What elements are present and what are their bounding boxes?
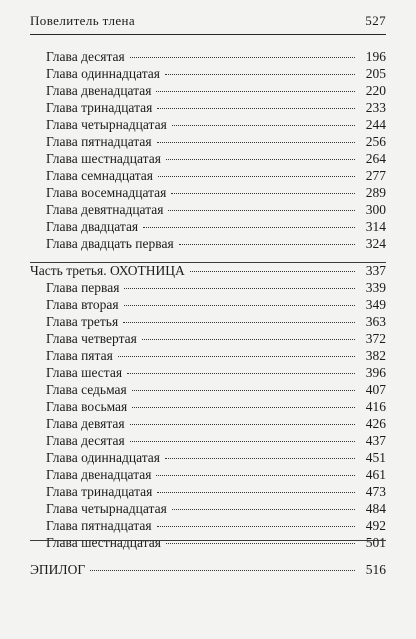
- leader-dots: [156, 475, 355, 476]
- toc-chapter-row: [30, 398, 386, 415]
- toc-page-number: 337: [365, 263, 386, 278]
- table-of-contents: [30, 48, 386, 578]
- leader-dots: [168, 210, 355, 211]
- toc-chapter-row: [30, 48, 386, 65]
- leader-dots: [190, 271, 355, 272]
- toc-page-number: 300: [365, 202, 386, 217]
- toc-chapter-title: Глава тринадцатая: [46, 100, 153, 115]
- toc-chapter-title: Глава двадцатая: [46, 219, 139, 234]
- leader-dots: [143, 227, 355, 228]
- toc-chapter-row: [30, 517, 386, 534]
- toc-chapter-row: [30, 99, 386, 116]
- toc-chapter-title: Глава пятая: [46, 348, 113, 363]
- toc-epilogue-title: ЭПИЛОГ: [30, 562, 86, 577]
- toc-chapter-row: [30, 449, 386, 466]
- toc-chapter-row: [30, 313, 386, 330]
- toc-page-number: 264: [365, 151, 386, 166]
- toc-chapter-title: Глава шестнадцатая: [46, 151, 161, 166]
- leader-dots: [132, 390, 355, 391]
- toc-chapter-title: Глава вторая: [46, 297, 119, 312]
- toc-page-number: 220: [365, 83, 386, 98]
- leader-dots: [130, 441, 355, 442]
- toc-part-row: [30, 262, 386, 279]
- toc-page-number: 372: [365, 331, 386, 346]
- toc-chapter-row: [30, 466, 386, 483]
- leader-dots: [157, 526, 355, 527]
- section-rule: [30, 540, 386, 541]
- toc-page-number: 437: [365, 433, 386, 448]
- leader-dots: [124, 288, 355, 289]
- leader-dots: [172, 125, 355, 126]
- toc-chapter-title: Глава шестая: [46, 365, 123, 380]
- section-gap: [30, 252, 386, 262]
- toc-page-number: 363: [365, 314, 386, 329]
- leader-dots: [90, 570, 355, 571]
- toc-chapter-title: Глава девятая: [46, 416, 125, 431]
- toc-page-number: 324: [365, 236, 386, 251]
- toc-chapter-row: [30, 415, 386, 432]
- part3-chapter-list: [30, 279, 386, 551]
- toc-chapter-title: Глава восемнадцатая: [46, 185, 167, 200]
- toc-page-number: 426: [365, 416, 386, 431]
- toc-chapter-title: Глава девятнадцатая: [46, 202, 164, 217]
- toc-chapter-title: Глава третья: [46, 314, 119, 329]
- toc-chapter-row: [30, 133, 386, 150]
- toc-page-number: 289: [365, 185, 386, 200]
- toc-chapter-row: [30, 218, 386, 235]
- toc-page-number: 461: [365, 467, 386, 482]
- leader-dots: [171, 193, 355, 194]
- toc-chapter-row: [30, 534, 386, 551]
- running-title: Повелитель тлена: [30, 13, 136, 28]
- toc-page-number: 484: [365, 501, 386, 516]
- toc-page-number: 244: [365, 117, 386, 132]
- leader-dots: [179, 244, 355, 245]
- toc-chapter-title: Глава четвертая: [46, 331, 137, 346]
- leader-dots: [166, 543, 355, 544]
- toc-page-number: 382: [365, 348, 386, 363]
- toc-chapter-title: Глава шестнадцатая: [46, 535, 161, 550]
- leader-dots: [166, 159, 355, 160]
- toc-page-number: 473: [365, 484, 386, 499]
- toc-chapter-row: [30, 296, 386, 313]
- toc-chapter-row: [30, 483, 386, 500]
- section-rule: [30, 262, 386, 263]
- toc-chapter-title: Глава десятая: [46, 433, 125, 448]
- toc-chapter-row: [30, 184, 386, 201]
- leader-dots: [123, 322, 355, 323]
- toc-chapter-row: [30, 65, 386, 82]
- toc-page-number: 196: [365, 49, 386, 64]
- toc-page-number: 339: [365, 280, 386, 295]
- toc-chapter-row: [30, 500, 386, 517]
- toc-chapter-row: [30, 201, 386, 218]
- toc-chapter-row: [30, 432, 386, 449]
- toc-chapter-title: Глава десятая: [46, 49, 125, 64]
- leader-dots: [124, 305, 355, 306]
- toc-chapter-row: [30, 279, 386, 296]
- toc-page-number: 396: [365, 365, 386, 380]
- toc-page-number: 501: [365, 535, 386, 550]
- toc-chapter-title: Глава пятнадцатая: [46, 134, 152, 149]
- header-rule: [30, 34, 386, 35]
- leader-dots: [142, 339, 355, 340]
- leader-dots: [172, 509, 355, 510]
- toc-chapter-title: Глава седьмая: [46, 382, 127, 397]
- toc-page-number: 277: [365, 168, 386, 183]
- toc-chapter-title: Глава семнадцатая: [46, 168, 153, 183]
- toc-chapter-title: Глава восьмая: [46, 399, 128, 414]
- toc-chapter-row: [30, 150, 386, 167]
- toc-page-number: 416: [365, 399, 386, 414]
- toc-page-number: 407: [365, 382, 386, 397]
- toc-chapter-row: [30, 330, 386, 347]
- toc-chapter-title: Глава одиннадцатая: [46, 66, 160, 81]
- part2-chapter-list: [30, 48, 386, 252]
- toc-chapter-row: [30, 116, 386, 133]
- toc-chapter-row: [30, 235, 386, 252]
- toc-chapter-title: Глава четырнадцатая: [46, 117, 167, 132]
- toc-page-number: 516: [365, 562, 386, 577]
- toc-chapter-row: [30, 381, 386, 398]
- toc-chapter-title: Глава двадцать первая: [46, 236, 174, 251]
- leader-dots: [127, 373, 355, 374]
- leader-dots: [132, 407, 355, 408]
- toc-page-number: 205: [365, 66, 386, 81]
- toc-chapter-row: [30, 364, 386, 381]
- section-gap: [30, 551, 386, 561]
- toc-page-number: 451: [365, 450, 386, 465]
- toc-chapter-row: [30, 82, 386, 99]
- toc-page-number: 233: [365, 100, 386, 115]
- toc-chapter-title: Глава тринадцатая: [46, 484, 153, 499]
- toc-page-number: 256: [365, 134, 386, 149]
- leader-dots: [118, 356, 355, 357]
- leader-dots: [165, 458, 355, 459]
- leader-dots: [156, 91, 355, 92]
- leader-dots: [157, 108, 355, 109]
- toc-chapter-title: Глава двенадцатая: [46, 467, 152, 482]
- toc-chapter-title: Глава первая: [46, 280, 120, 295]
- toc-page-number: 349: [365, 297, 386, 312]
- running-header: [30, 13, 386, 29]
- leader-dots: [130, 424, 355, 425]
- leader-dots: [157, 492, 355, 493]
- toc-chapter-title: Глава четырнадцатая: [46, 501, 167, 516]
- toc-chapter-row: [30, 347, 386, 364]
- toc-page-number: 314: [365, 219, 386, 234]
- toc-part-title: Часть третья. ОХОТНИЦА: [30, 263, 185, 278]
- toc-chapter-title: Глава двенадцатая: [46, 83, 152, 98]
- toc-page-number: 492: [365, 518, 386, 533]
- toc-chapter-row: [30, 167, 386, 184]
- leader-dots: [158, 176, 355, 177]
- leader-dots: [130, 57, 355, 58]
- page-number: 527: [365, 13, 386, 28]
- leader-dots: [157, 142, 355, 143]
- toc-chapter-title: Глава одиннадцатая: [46, 450, 160, 465]
- toc-chapter-title: Глава пятнадцатая: [46, 518, 152, 533]
- toc-epilogue-row: [30, 561, 386, 578]
- leader-dots: [165, 74, 355, 75]
